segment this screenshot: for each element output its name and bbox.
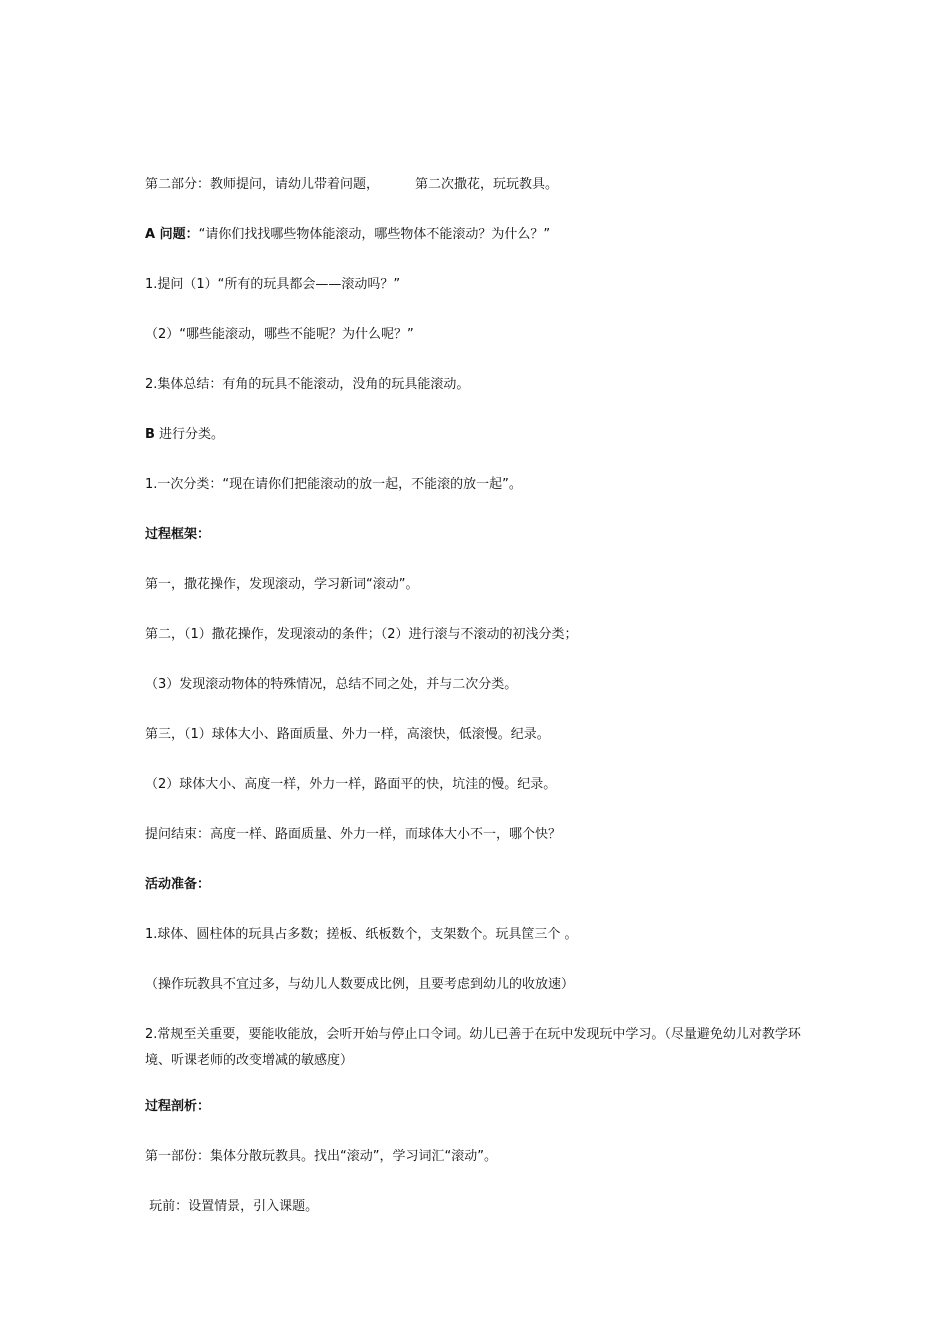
paragraph-text: 进行分类。 xyxy=(154,427,225,442)
paragraph-before-play: 玩前：设置情景，引入课题。 xyxy=(145,1199,319,1214)
paragraph-routine: 2.常规至关重要，要能收能放，会听开始与停止口令词。幼儿已善于在玩中发现玩中学习。（尽量避免幼儿对教学环境、听课老师的改变增减的敏感度） xyxy=(145,1027,801,1068)
heading-process-analysis: 过程剖析： xyxy=(145,1099,211,1114)
paragraph-materials-note: （操作玩教具不宜过多，与幼儿人数要成比例，且要考虑到幼儿的收放速） xyxy=(145,977,575,992)
paragraph-question-end: 提问结束：高度一样、路面质量、外力一样，而球体大小不一，哪个快？ xyxy=(145,827,562,842)
paragraph-first-classify: 1.一次分类：“现在请你们把能滚动的放一起，不能滚的放一起”。 xyxy=(145,477,522,492)
paragraph-step-two-3: （3）发现滚动物体的特殊情况，总结不同之处，并与二次分类。 xyxy=(145,677,518,692)
paragraph-step-one: 第一，撒花操作，发现滚动，学习新词“滚动”。 xyxy=(145,577,419,592)
paragraph-question-1: 1.提问（1）“所有的玩具都会——滚动吗？” xyxy=(145,277,401,292)
heading-activity-preparation: 活动准备： xyxy=(145,877,211,892)
question-a-label: A 问题： xyxy=(145,227,199,242)
paragraph-text: “请你们找找哪些物体能滚动，哪些物体不能滚动？为什么？” xyxy=(198,227,551,242)
paragraph-part-one: 第一部份：集体分散玩教具。找出“滚动”，学习词汇“滚动”。 xyxy=(145,1149,497,1164)
paragraph-question-2: （2）“哪些能滚动，哪些不能呢？为什么呢？” xyxy=(145,327,414,342)
paragraph-classify-b xyxy=(145,422,815,448)
paragraph-text: 第二次撒花，玩玩教具。 xyxy=(415,177,559,192)
paragraph-question-a xyxy=(145,222,815,248)
heading-process-framework: 过程框架： xyxy=(145,527,211,542)
paragraph-summary: 2.集体总结：有角的玩具不能滚动，没角的玩具能滚动。 xyxy=(145,377,470,392)
paragraph-text: 第二部分：教师提问，请幼儿带着问题， xyxy=(145,177,380,192)
paragraph-step-three: 第三，（1）球体大小、路面质量、外力一样，高滚快，低滚慢。纪录。 xyxy=(145,727,550,742)
paragraph-step-three-2: （2）球体大小、高度一样，外力一样，路面平的快，坑洼的慢。纪录。 xyxy=(145,777,557,792)
paragraph-step-two: 第二，（1）撒花操作，发现滚动的条件；（2）进行滚与不滚动的初浅分类； xyxy=(145,627,578,642)
classify-b-label: B xyxy=(145,427,155,442)
paragraph-part-two xyxy=(145,172,815,198)
paragraph-materials: 1.球体、圆柱体的玩具占多数；搓板、纸板数个，支架数个。玩具筐三个 。 xyxy=(145,927,578,942)
